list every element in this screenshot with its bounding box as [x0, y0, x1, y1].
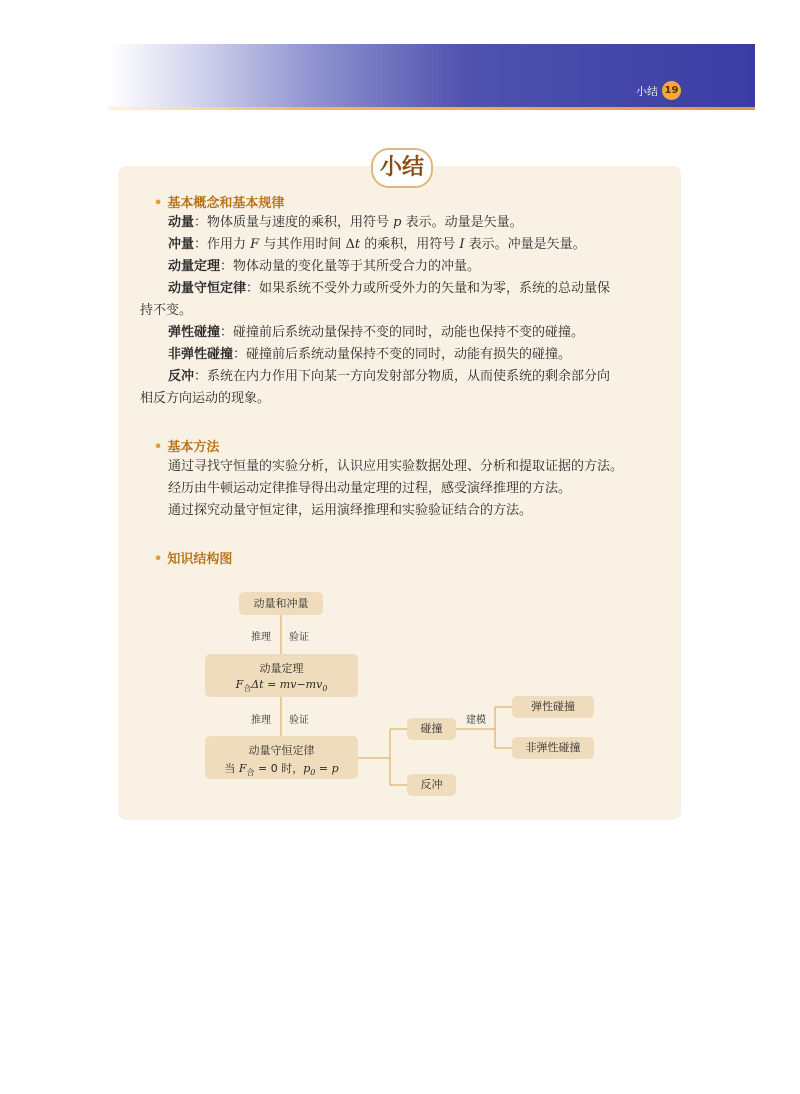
- concept-inelastic: 非弹性碰撞：碰撞前后系统动量保持不变的同时，动能有损失的碰撞。: [168, 347, 572, 362]
- node-inelastic-collision: 非弹性碰撞: [512, 737, 594, 759]
- method-line-2: 经历由牛顿运动定律推导得出动量定理的过程，感受演绎推理的方法。: [168, 481, 572, 496]
- node-recoil: 反冲: [407, 774, 456, 796]
- concept-elastic: 弹性碰撞：碰撞前后系统动量保持不变的同时，动能也保持不变的碰撞。: [168, 325, 585, 340]
- label-verification-1: 验证: [289, 632, 309, 643]
- section-heading-structure: • 知识结构图: [154, 552, 233, 567]
- concept-recoil-cont: 相反方向运动的现象。: [140, 391, 271, 406]
- concept-recoil: 反冲：系统在内力作用下向某一方向发射部分物质，从而使系统的剩余部分向: [168, 369, 611, 384]
- node-momentum-impulse: 动量和冲量: [239, 592, 323, 615]
- node-collision: 碰撞: [407, 718, 456, 740]
- bullet-icon: •: [154, 440, 163, 455]
- node-conservation-label: 动量守恒定律: [248, 744, 315, 757]
- node-elastic-collision: 弹性碰撞: [512, 696, 594, 718]
- section-heading-methods: • 基本方法: [154, 440, 220, 455]
- node-conservation-law: [205, 736, 358, 779]
- concept-conservation: 动量守恒定律：如果系统不受外力或所受外力的矢量和为零，系统的总动量保: [168, 281, 611, 296]
- page-number-badge: 19: [662, 81, 681, 100]
- page-title: 小结: [371, 148, 433, 188]
- section-heading-concepts: • 基本概念和基本规律: [154, 196, 285, 211]
- label-verification-2: 验证: [289, 715, 309, 726]
- concept-conservation-cont: 持不变。: [140, 303, 193, 318]
- label-modeling: 建模: [466, 715, 486, 726]
- method-line-1: 通过寻找守恒量的实验分析，认识应用实验数据处理、分析和提取证据的方法。: [168, 459, 624, 474]
- theorem-formula: $F_合\Delta t = mv-mv_0$: [235, 678, 328, 694]
- conservation-formula: 当 $F_合 = 0$ 时，$p_0 = p$: [224, 762, 339, 778]
- concept-momentum: 动量：物体质量与速度的乘积，用符号 p 表示。动量是矢量。: [168, 215, 523, 230]
- concept-theorem: 动量定理：物体动量的变化量等于其所受合力的冲量。: [168, 259, 481, 274]
- bullet-icon: •: [154, 196, 163, 211]
- node-momentum-theorem-label: 动量定理: [259, 662, 304, 675]
- bullet-icon: •: [154, 552, 163, 567]
- method-line-3: 通过探究动量守恒定律，运用演绎推理和实验验证结合的方法。: [168, 503, 533, 518]
- node-momentum-theorem: [205, 654, 358, 697]
- concept-impulse: 冲量：作用力 F 与其作用时间 Δt 的乘积，用符号 I 表示。冲量是矢量。: [168, 237, 586, 252]
- label-reasoning-2: 推理: [251, 715, 271, 726]
- header-title: 小结: [636, 85, 658, 98]
- label-reasoning-1: 推理: [251, 632, 271, 643]
